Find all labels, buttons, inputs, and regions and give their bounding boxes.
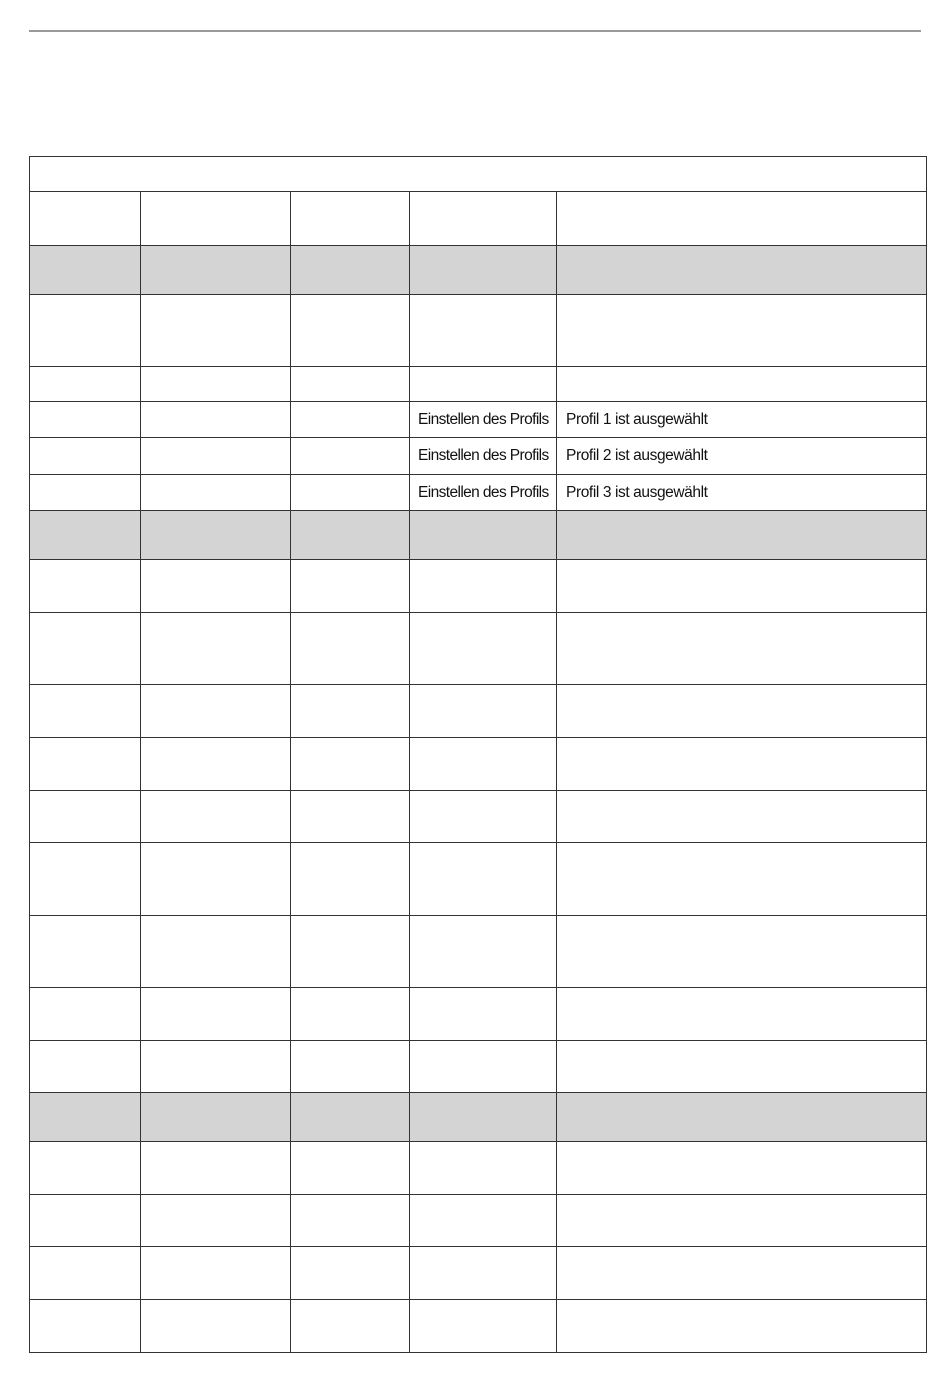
table-cell (30, 1247, 141, 1300)
table-cell (410, 295, 557, 367)
table-cell (141, 1142, 291, 1195)
profile-action-cell: Einstellen des Profils (410, 475, 557, 511)
table-cell (291, 1247, 410, 1300)
section-cell (557, 1093, 927, 1142)
table-cell (30, 613, 141, 685)
table-cell (30, 295, 141, 367)
profile-result-cell: Profil 1 ist ausgewählt (557, 402, 927, 438)
table-row (30, 843, 927, 916)
table-cell (30, 438, 141, 475)
profile-result-cell: Profil 3 ist ausgewählt (557, 475, 927, 511)
table-cell (30, 1195, 141, 1247)
section-cell (291, 246, 410, 295)
header-cell (30, 192, 141, 246)
section-header-row (30, 246, 927, 295)
table-cell (291, 1195, 410, 1247)
section-header-row (30, 1093, 927, 1142)
table-cell (291, 560, 410, 613)
table-cell (291, 916, 410, 988)
profile-action-cell: Einstellen des Profils (410, 438, 557, 475)
table-cell (557, 916, 927, 988)
table-cell (557, 613, 927, 685)
table-cell (291, 475, 410, 511)
table-cell (410, 1142, 557, 1195)
table-cell (141, 402, 291, 438)
table-cell (30, 1142, 141, 1195)
table-cell (141, 1247, 291, 1300)
table-cell (291, 738, 410, 791)
table-row (30, 613, 927, 685)
table-cell (410, 1300, 557, 1353)
table-cell (30, 367, 141, 402)
table-row (30, 475, 927, 511)
table-cell (557, 295, 927, 367)
table-cell (291, 402, 410, 438)
section-cell (410, 511, 557, 560)
table-cell (291, 1300, 410, 1353)
table-cell (141, 367, 291, 402)
table-cell (557, 1300, 927, 1353)
table-cell (557, 367, 927, 402)
table-cell (30, 916, 141, 988)
table-cell (141, 791, 291, 843)
table-cell (141, 1195, 291, 1247)
table-cell (557, 685, 927, 738)
table-cell (410, 685, 557, 738)
top-rule (29, 30, 921, 32)
table-cell (141, 916, 291, 988)
header-cell (141, 192, 291, 246)
section-cell (291, 511, 410, 560)
table-row (30, 1041, 927, 1093)
table-cell (557, 1247, 927, 1300)
table-row (30, 916, 927, 988)
header-cell (410, 192, 557, 246)
table-row (30, 1247, 927, 1300)
table-cell (410, 843, 557, 916)
section-cell (141, 511, 291, 560)
table-header-row (30, 192, 927, 246)
section-header-row (30, 511, 927, 560)
table-cell (30, 1041, 141, 1093)
section-cell (557, 511, 927, 560)
settings-table (29, 156, 927, 1353)
profile-result-cell: Profil 2 ist ausgewählt (557, 438, 927, 475)
table-title-cell (30, 157, 927, 192)
section-cell (410, 1093, 557, 1142)
table-cell (30, 560, 141, 613)
table-cell (410, 1247, 557, 1300)
table-cell (410, 560, 557, 613)
table-cell (30, 738, 141, 791)
table-cell (291, 438, 410, 475)
table-cell (141, 1041, 291, 1093)
table-row (30, 1142, 927, 1195)
table-cell (557, 1195, 927, 1247)
section-cell (557, 246, 927, 295)
section-cell (410, 246, 557, 295)
table-row (30, 685, 927, 738)
table-row (30, 738, 927, 791)
table-cell (410, 738, 557, 791)
table-cell (410, 1195, 557, 1247)
table-cell (557, 560, 927, 613)
table-cell (410, 367, 557, 402)
header-cell (291, 192, 410, 246)
table-cell (291, 791, 410, 843)
table-cell (557, 1041, 927, 1093)
profile-action-cell: Einstellen des Profils (410, 402, 557, 438)
table-cell (141, 843, 291, 916)
table-cell (141, 295, 291, 367)
table-row (30, 1195, 927, 1247)
section-cell (141, 246, 291, 295)
table-cell (30, 402, 141, 438)
table-cell (141, 1300, 291, 1353)
table-title-row (30, 157, 927, 192)
table-cell (30, 988, 141, 1041)
section-cell (30, 1093, 141, 1142)
table-row (30, 988, 927, 1041)
table-cell (30, 843, 141, 916)
table-cell (291, 295, 410, 367)
table-cell (30, 685, 141, 738)
table-cell (410, 1041, 557, 1093)
table-cell (291, 367, 410, 402)
table-row (30, 560, 927, 613)
table-cell (410, 613, 557, 685)
table-row (30, 438, 927, 475)
table-cell (291, 1041, 410, 1093)
table-cell (141, 475, 291, 511)
table-cell (141, 685, 291, 738)
table-cell (141, 988, 291, 1041)
table-cell (410, 916, 557, 988)
table-row (30, 791, 927, 843)
table-cell (557, 988, 927, 1041)
section-cell (30, 246, 141, 295)
table-cell (141, 560, 291, 613)
table-cell (410, 988, 557, 1041)
section-cell (30, 511, 141, 560)
table-cell (291, 613, 410, 685)
table-cell (291, 988, 410, 1041)
table-cell (30, 791, 141, 843)
table-row (30, 402, 927, 438)
table-cell (291, 843, 410, 916)
table-cell (30, 1300, 141, 1353)
table-row (30, 367, 927, 402)
section-cell (141, 1093, 291, 1142)
header-cell (557, 192, 927, 246)
table-cell (141, 438, 291, 475)
table-cell (30, 475, 141, 511)
table-cell (291, 1142, 410, 1195)
table-cell (557, 843, 927, 916)
table-row (30, 1300, 927, 1353)
table-cell (557, 738, 927, 791)
table-cell (410, 791, 557, 843)
table-cell (141, 613, 291, 685)
section-cell (291, 1093, 410, 1142)
table-cell (557, 1142, 927, 1195)
table-row (30, 295, 927, 367)
table-cell (141, 738, 291, 791)
table-cell (557, 791, 927, 843)
table-cell (291, 685, 410, 738)
